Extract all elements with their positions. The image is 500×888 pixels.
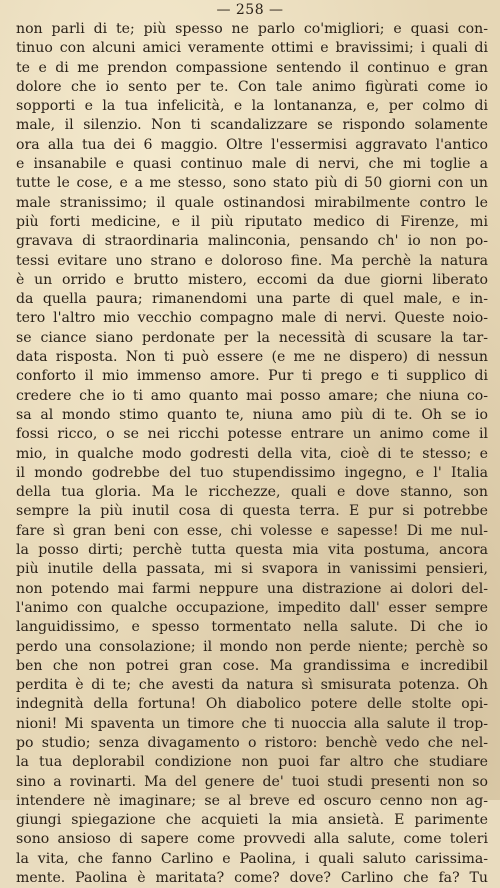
text-line: sopporti e la tua infelicità, e la lontananza, e, per colmo di [16, 98, 488, 115]
text-line: e insanabile e quasi continuo male di nervi, che mi toglie a [16, 156, 488, 173]
text-line: nioni! Mi spaventa un timore che ti nuoccia alla salute il trop- [16, 715, 488, 732]
text-line: tessi evitare uno strano e doloroso fine. Ma perchè la natura [16, 252, 488, 269]
text-line: la tua deplorabil condizione non puoi far altro che studiare [16, 754, 488, 771]
text-line: l'animo con qualche occupazione, impedito dall' esser sempre [16, 599, 488, 616]
text-line: fossi ricco, o se nei ricchi potesse entrare un animo come il [16, 426, 488, 443]
text-line: male, il silenzio. Non ti scandalizzare se rispondo solamente [16, 117, 488, 134]
text-line: perdita è di te; che avesti da natura sì smisurata potenza. Oh [16, 677, 488, 694]
text-line: intendere nè imaginare; se al breve ed oscuro cenno non ag- [16, 792, 488, 809]
letter-body-text [16, 20, 488, 888]
text-line: tero l'altro mio vecchio compagno male di nervi. Queste noio- [16, 310, 488, 327]
text-line: la vita, che fanno Carlino e Paolina, i quali saluto carissima- [16, 850, 488, 867]
text-line: la posso dirti; perchè tutta questa mia vita postuma, ancora [16, 542, 488, 559]
text-line: non parli di te; più spesso ne parlo co'migliori; e quasi con- [16, 21, 488, 37]
text-line: della tua gloria. Ma le ricchezze, quali e dove stanno, son [16, 484, 488, 501]
text-line: è un orrido e brutto mistero, eccomi da due giorni liberato [16, 271, 488, 288]
text-line: fare sì gran beni con esse, chi volesse e sapesse! Di me nul- [16, 522, 488, 539]
text-line: indegnità della fortuna! Oh diabolico potere delle stolte opi- [16, 696, 488, 713]
text-line: credere che io ti amo quanto mai posso amare; che niuna co- [16, 387, 488, 404]
text-line: languidissimo, e spesso tormentato nella salute. Di che io [16, 619, 488, 636]
text-line: sa al mondo stimo quanto te, niuna amo più di te. Oh se io [16, 406, 488, 423]
text-line: mente. Paolina è maritata? come? dove? Carlino che fa? Tu [16, 870, 488, 887]
text-line: ben che non potrei gran cose. Ma grandissima e incredibil [16, 657, 488, 674]
text-line: il mondo godrebbe del tuo stupendissimo ingegno, e l' Italia [16, 464, 488, 481]
text-line: tutte le cose, e a me stesso, sono stato più di 50 giorni con un [16, 175, 488, 192]
text-line: male stranissimo; il quale ostinandosi mirabilmente contro le [16, 194, 488, 211]
text-line: conforto il mio immenso amore. Pur ti prego e ti supplico di [16, 368, 488, 385]
text-line: non potendo mai farmi neppure una distrazione ai dolori del- [16, 580, 488, 597]
text-line: gravava di straordinaria malinconia, pensando ch' io non po- [16, 233, 488, 250]
text-line: po studio; senza divagamento o ristoro: benchè vedo che nel- [16, 734, 488, 751]
text-line: perdo una consolazione; il mondo non perde niente; perchè so [16, 638, 488, 655]
text-line: te e di me prendon compassione sentendo il continuo e gran [16, 59, 488, 76]
text-line: ora alla tua dei 6 maggio. Oltre l'essermisi aggravato l'antico [16, 136, 488, 153]
text-line: data risposta. Non ti può essere (e me ne dispero) di nessun [16, 349, 488, 366]
text-line: più forti medicine, e il più riputato medico di Firenze, mi [16, 213, 488, 230]
text-line: sempre la più inutil cosa di questa terra. E pur si potrebbe [16, 503, 488, 520]
text-line: da quella paura; rimanendomi una parte di quel male, e in- [16, 291, 488, 308]
text-line: più inutile della passata, mi si svapora in vanissimi pensieri, [16, 561, 488, 578]
text-line: tinuo con alcuni amici veramente ottimi e bravissimi; i quali di [16, 40, 488, 57]
text-line: sino a rovinarti. Ma del genere de' tuoi studi presenti non so [16, 773, 488, 790]
text-line: se ciance siano perdonate per la necessità di scusare la tar- [16, 329, 488, 346]
text-line: sono ansioso di sapere come provvedi alla salute, come toleri [16, 831, 488, 848]
text-line: mio, in qualche modo godresti della vita, cioè di te stesso; e [16, 445, 488, 462]
text-line: dolore che io sento per te. Con tale animo figùrati come io [16, 78, 488, 95]
text-line: giungi spiegazione che acquieti la mia ansietà. E parimente [16, 812, 488, 829]
page-number: — 258 — [216, 2, 284, 18]
